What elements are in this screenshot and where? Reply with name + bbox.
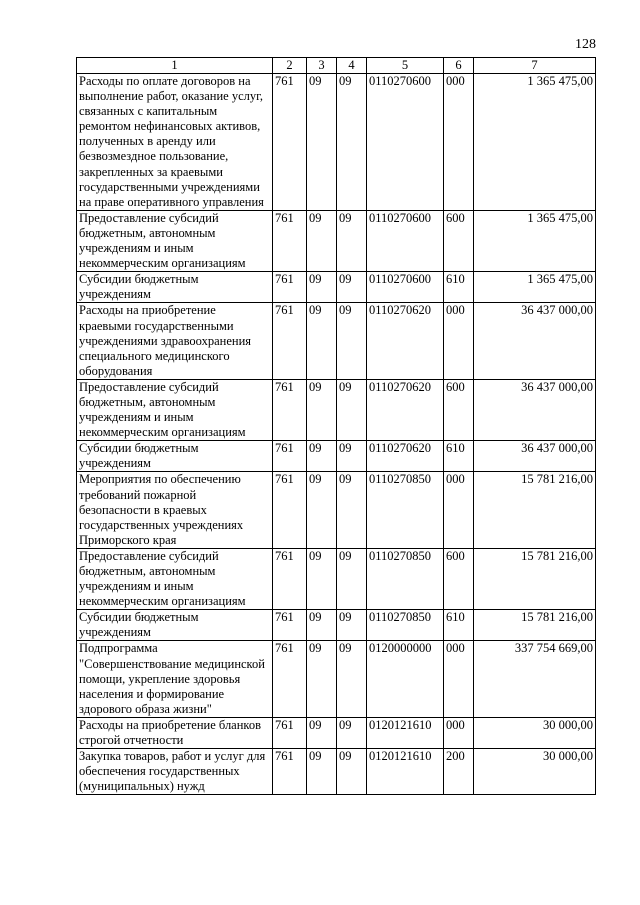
table-row (77, 548, 596, 609)
amount: 30 000,00 (474, 717, 596, 748)
table-row (77, 749, 596, 795)
amount: 36 437 000,00 (474, 303, 596, 379)
type-code: 000 (444, 472, 474, 548)
section-code: 09 (307, 472, 337, 548)
section-code: 09 (307, 641, 337, 717)
row-name: Предоставление субсидий бюджетным, автономным учреждениям и иным некоммерческим организациям (77, 379, 273, 440)
table-row (77, 610, 596, 641)
budget-table (76, 57, 596, 795)
row-name: Субсидии бюджетным учреждениям (77, 610, 273, 641)
target-code: 0110270620 (367, 303, 444, 379)
admin-code: 761 (273, 272, 307, 303)
target-code: 0110270600 (367, 210, 444, 271)
subsection-code: 09 (337, 303, 367, 379)
type-code: 000 (444, 717, 474, 748)
admin-code: 761 (273, 303, 307, 379)
table-row (77, 74, 596, 211)
type-code: 000 (444, 74, 474, 211)
type-code: 610 (444, 610, 474, 641)
type-code: 600 (444, 379, 474, 440)
table-row (77, 441, 596, 472)
section-code: 09 (307, 717, 337, 748)
subsection-code: 09 (337, 210, 367, 271)
section-code: 09 (307, 548, 337, 609)
row-name: Предоставление субсидий бюджетным, автономным учреждениям и иным некоммерческим организациям (77, 210, 273, 271)
target-code: 0110270600 (367, 74, 444, 211)
section-code: 09 (307, 749, 337, 795)
section-code: 09 (307, 610, 337, 641)
table-row (77, 210, 596, 271)
column-header: 3 (307, 58, 337, 74)
admin-code: 761 (273, 717, 307, 748)
column-header: 4 (337, 58, 367, 74)
target-code: 0120000000 (367, 641, 444, 717)
admin-code: 761 (273, 749, 307, 795)
admin-code: 761 (273, 472, 307, 548)
amount: 337 754 669,00 (474, 641, 596, 717)
amount: 1 365 475,00 (474, 210, 596, 271)
row-name: Мероприятия по обеспечению требований пожарной безопасности в краевых государственных учреждениях Приморского края (77, 472, 273, 548)
target-code: 0110270620 (367, 441, 444, 472)
target-code: 0110270620 (367, 379, 444, 440)
row-name: Расходы на приобретение краевыми государственными учреждениями здравоохранения специального медицинского оборудования (77, 303, 273, 379)
admin-code: 761 (273, 441, 307, 472)
subsection-code: 09 (337, 379, 367, 440)
admin-code: 761 (273, 548, 307, 609)
amount: 1 365 475,00 (474, 74, 596, 211)
table-row (77, 641, 596, 717)
type-code: 000 (444, 641, 474, 717)
target-code: 0110270600 (367, 272, 444, 303)
row-name: Закупка товаров, работ и услуг для обеспечения государственных (муниципальных) нужд (77, 749, 273, 795)
table-row (77, 472, 596, 548)
subsection-code: 09 (337, 610, 367, 641)
table-row (77, 717, 596, 748)
subsection-code: 09 (337, 472, 367, 548)
admin-code: 761 (273, 210, 307, 271)
page-number: 128 (575, 37, 596, 52)
column-header: 6 (444, 58, 474, 74)
row-name: Подпрограмма "Совершенствование медицинской помощи, укрепление здоровья населения и формирование здорового образа жизни" (77, 641, 273, 717)
target-code: 0110270850 (367, 472, 444, 548)
subsection-code: 09 (337, 74, 367, 211)
column-header: 5 (367, 58, 444, 74)
admin-code: 761 (273, 610, 307, 641)
amount: 15 781 216,00 (474, 472, 596, 548)
subsection-code: 09 (337, 441, 367, 472)
table-row (77, 272, 596, 303)
section-code: 09 (307, 210, 337, 271)
section-code: 09 (307, 303, 337, 379)
subsection-code: 09 (337, 641, 367, 717)
subsection-code: 09 (337, 749, 367, 795)
header-row (77, 58, 596, 74)
amount: 36 437 000,00 (474, 441, 596, 472)
admin-code: 761 (273, 641, 307, 717)
table-row (77, 379, 596, 440)
target-code: 0110270850 (367, 610, 444, 641)
type-code: 600 (444, 210, 474, 271)
subsection-code: 09 (337, 272, 367, 303)
section-code: 09 (307, 441, 337, 472)
section-code: 09 (307, 379, 337, 440)
subsection-code: 09 (337, 548, 367, 609)
type-code: 600 (444, 548, 474, 609)
subsection-code: 09 (337, 717, 367, 748)
type-code: 610 (444, 441, 474, 472)
admin-code: 761 (273, 74, 307, 211)
target-code: 0120121610 (367, 717, 444, 748)
type-code: 000 (444, 303, 474, 379)
amount: 30 000,00 (474, 749, 596, 795)
type-code: 200 (444, 749, 474, 795)
amount: 1 365 475,00 (474, 272, 596, 303)
amount: 36 437 000,00 (474, 379, 596, 440)
section-code: 09 (307, 74, 337, 211)
amount: 15 781 216,00 (474, 610, 596, 641)
target-code: 0120121610 (367, 749, 444, 795)
column-header: 2 (273, 58, 307, 74)
row-name: Расходы на приобретение бланков строгой отчетности (77, 717, 273, 748)
type-code: 610 (444, 272, 474, 303)
row-name: Субсидии бюджетным учреждениям (77, 272, 273, 303)
column-header: 7 (474, 58, 596, 74)
row-name: Расходы по оплате договоров на выполнение работ, оказание услуг, связанных с капитальным ремонтом нефинансовых активов, полученных в аренду или безвозмездное пользование, закрепленных за краевыми государственными учреждениями на праве оперативного управления (77, 74, 273, 211)
admin-code: 761 (273, 379, 307, 440)
column-header: 1 (77, 58, 273, 74)
amount: 15 781 216,00 (474, 548, 596, 609)
table-row (77, 303, 596, 379)
section-code: 09 (307, 272, 337, 303)
row-name: Субсидии бюджетным учреждениям (77, 441, 273, 472)
target-code: 0110270850 (367, 548, 444, 609)
row-name: Предоставление субсидий бюджетным, автономным учреждениям и иным некоммерческим организациям (77, 548, 273, 609)
